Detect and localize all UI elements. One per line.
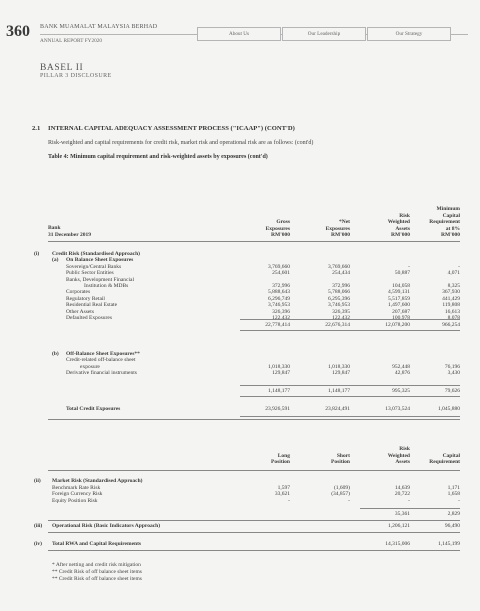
cell-value: (1,609)	[333, 485, 350, 491]
operational-rule	[48, 532, 460, 533]
col-gross: Gross	[276, 219, 290, 225]
cell-value: 14,639	[394, 485, 410, 491]
col-rwa: Risk	[399, 212, 410, 219]
cell-value: 4,071	[447, 270, 460, 277]
bank-header: Bank	[48, 225, 61, 231]
cell-value: 8,325	[447, 283, 460, 289]
market-total-rule	[48, 520, 460, 521]
footnote: * After netting and credit risk mitigation	[52, 562, 141, 568]
cell-value: 50,887	[394, 270, 410, 277]
cell-value: 129,847	[272, 370, 290, 377]
table2-top-rule	[48, 419, 460, 420]
row-label: Corporates	[66, 289, 91, 296]
cell-value: 254,434	[332, 270, 350, 277]
subtotal-value: 22,676,314	[325, 322, 350, 328]
operational-rwa: 1,206,121	[388, 523, 410, 529]
cell-value: 1,018,330	[268, 363, 290, 370]
col-rwa: Weighted	[387, 219, 410, 225]
row-label: Defaulted Exposures	[66, 315, 112, 321]
table2-header-rule	[48, 470, 460, 471]
section-subheading: PILLAR 3 DISCLOSURE	[40, 73, 112, 79]
on-balance-num: (a)	[52, 257, 59, 264]
nav-our-strategy[interactable]: Our Strategy	[367, 27, 451, 41]
cell-value: 5,788,066	[328, 289, 350, 296]
subtotal-value: 22,778,414	[265, 322, 290, 328]
footnote: ** Credit Risk of off balance sheet items	[52, 576, 142, 582]
cell-value: 20,722	[394, 491, 410, 498]
col-rwa: RM'000	[391, 232, 410, 238]
row-label: Equity Position Risk	[52, 497, 98, 504]
cell-value: -	[408, 263, 410, 270]
col-min-capital: at 8%	[445, 225, 460, 232]
cell-value: 122,432	[332, 315, 350, 321]
market-label: Market Risk (Standardised Approach)	[52, 478, 143, 484]
col-gross: RM'000	[271, 232, 290, 238]
row-label: Residential Real Estate	[66, 302, 118, 309]
on-balance-subtotal-rule	[240, 319, 460, 320]
col-header: Long	[277, 452, 290, 459]
cell-value: 3,746,953	[328, 302, 350, 309]
cell-value: -	[288, 497, 290, 504]
col-header: Requirement	[429, 459, 460, 465]
table1-header-rule	[48, 241, 460, 242]
cell-value: 1,658	[447, 491, 460, 498]
operational-num: (iii)	[34, 523, 43, 529]
credit-risk-num: (i)	[34, 251, 40, 257]
total-rwa-rule	[48, 550, 460, 551]
col-gross: Exposures	[265, 225, 290, 232]
row-label: Credit-related off-balance sheet	[66, 357, 136, 364]
operational-label: Operational Risk (Basic Indicators Approach)	[52, 523, 161, 529]
cell-value: 1,497,600	[388, 302, 410, 309]
off-balance-label: Off-Balance Sheet Exposures**	[66, 351, 140, 357]
col-min-capital: Capital	[442, 212, 460, 219]
total-credit-label: Total Credit Exposures	[66, 406, 121, 412]
col-min-capital: Minimum	[436, 206, 460, 212]
cell-value: 326,396	[272, 308, 290, 315]
cell-value: 122,432	[272, 315, 290, 321]
col-header: Capital	[442, 452, 460, 459]
subtotal-value: 966,254	[442, 322, 460, 328]
cell-value: 6,296,749	[268, 295, 290, 302]
col-min-capital: RM'000	[441, 232, 460, 238]
row-label: Sovereign/Central Banks	[66, 263, 122, 270]
section-intro: Risk-weighted and capital requirements for credit risk, market risk and operational risk are as follows: (cont'd)	[48, 140, 314, 146]
cell-value: 33,621	[274, 491, 290, 498]
cell-value: 3,769,660	[328, 263, 350, 270]
subtotal-value: 1,148,177	[268, 387, 290, 394]
page-number: 360	[6, 23, 30, 40]
on-balance-label: On Balance Sheet Exposures	[66, 257, 134, 264]
cell-value: 372,996	[332, 283, 350, 289]
cell-value: 76,196	[444, 363, 460, 370]
subtotal-value: 79,626	[444, 387, 460, 394]
cell-value: 372,996	[272, 283, 290, 289]
cell-value: -	[458, 497, 460, 504]
section-number: 2.1	[32, 125, 41, 132]
row-label: Public Sector Entities	[66, 270, 114, 277]
off-balance-num: (b)	[52, 351, 59, 357]
cell-value: 367,930	[442, 289, 460, 296]
date-header: 31 December 2019	[48, 231, 91, 238]
total-value: 13,073,524	[385, 406, 410, 412]
off-balance-subtotal-rule	[240, 385, 460, 386]
subtotal-value: 1,148,177	[328, 387, 350, 394]
col-net: RM'000	[331, 232, 350, 238]
total-rwa-label: Total RWA and Capital Requirements	[52, 541, 142, 547]
cell-value: 16,613	[444, 308, 460, 315]
cell-value: 952,448	[392, 363, 410, 370]
credit-risk-label: Credit Risk (Standardised Approach)	[52, 251, 140, 257]
row-label: Foreign Currency Risk	[52, 491, 103, 498]
cell-value: 3,769,660	[268, 263, 290, 270]
section-title: INTERNAL CAPITAL ADEQUACY ASSESSMENT PROCESS ("ICAAP") (CONT'D)	[48, 125, 295, 132]
col-net: Exposures	[325, 225, 350, 232]
total-rwa-value: 14,315,006	[385, 541, 410, 547]
cell-value: -	[408, 497, 410, 504]
col-min-capital: Requirement	[429, 219, 460, 225]
cell-value: 1,018,330	[328, 363, 350, 370]
total-rwa-num: (iv)	[34, 541, 42, 547]
footnote: ** Credit Risk of off balance sheet items	[52, 569, 142, 575]
col-header: Weighted	[387, 452, 410, 459]
total-capital-value: 1,145,199	[438, 541, 460, 547]
cell-value: 129,847	[332, 370, 350, 377]
market-total-rwa: 35,361	[394, 511, 410, 517]
nav-about-us[interactable]: About Us	[197, 27, 281, 41]
total-value: 23,926,591	[265, 406, 290, 412]
report-name: ANNUAL REPORT FY2020	[40, 38, 103, 44]
cell-value: 100,978	[392, 315, 410, 321]
cell-value: 42,876	[394, 370, 410, 377]
cell-value: 1,171	[447, 485, 460, 491]
operational-capital: 96,490	[444, 523, 460, 529]
row-label: Derivative financial instruments	[66, 370, 137, 377]
cell-value: -	[458, 263, 460, 270]
total-value: 1,045,880	[438, 406, 460, 412]
col-header: Short	[336, 452, 350, 459]
row-label: Regulatory Retail	[66, 295, 105, 302]
market-num: (ii)	[34, 478, 41, 484]
nav-our-leadership[interactable]: Our Leadership	[282, 27, 366, 41]
subtotal-value: 12,078,200	[385, 322, 410, 328]
row-label: Institution & MDBs	[84, 283, 129, 289]
cell-value: 6,295,396	[328, 295, 350, 302]
off-balance-total-rule	[240, 396, 460, 397]
col-header: Risk	[399, 446, 410, 452]
row-label: Benchmark Rate Risk	[52, 485, 101, 491]
cell-value: 1,597	[277, 485, 290, 491]
col-rwa: Assets	[395, 225, 410, 232]
col-header: Position	[331, 459, 350, 465]
col-header: Assets	[395, 459, 410, 465]
cell-value: 5,888,643	[268, 289, 290, 296]
total-credit-rule	[240, 416, 460, 417]
subtotal-value: 995,325	[392, 387, 410, 394]
col-header: Position	[271, 459, 290, 465]
cell-value: 254,601	[272, 270, 290, 277]
cell-value: 326,395	[332, 308, 350, 315]
col-net: *Net	[339, 219, 350, 225]
cell-value: 119,808	[442, 302, 460, 309]
cell-value: 8,078	[447, 315, 460, 321]
bank-name: BANK MUAMALAT MALAYSIA BERHAD	[40, 24, 158, 30]
cell-value: -	[348, 497, 350, 504]
on-balance-total-rule	[240, 330, 460, 331]
cell-value: 3,746,953	[268, 302, 290, 309]
row-label: Banks, Development Financial	[66, 276, 134, 283]
cell-value: 441,429	[442, 295, 460, 302]
cell-value: (34,857)	[331, 491, 350, 498]
row-label: Other Assets	[66, 308, 94, 315]
market-total-capital: 2,829	[447, 511, 460, 517]
total-value: 23,824,491	[325, 406, 350, 412]
section-heading: BASEL II	[40, 63, 84, 73]
cell-value: 5,517,859	[388, 295, 410, 302]
row-label: exposure	[80, 363, 100, 370]
market-subtotal-rule	[360, 508, 460, 509]
cell-value: 207,687	[392, 308, 410, 315]
cell-value: 3,430	[447, 370, 460, 377]
cell-value: 104,058	[392, 283, 410, 289]
table-title: Table 4: Minimum capital requirement and risk-weighted assets by exposures (cont'd)	[48, 154, 268, 160]
cell-value: 4,599,131	[388, 289, 410, 296]
